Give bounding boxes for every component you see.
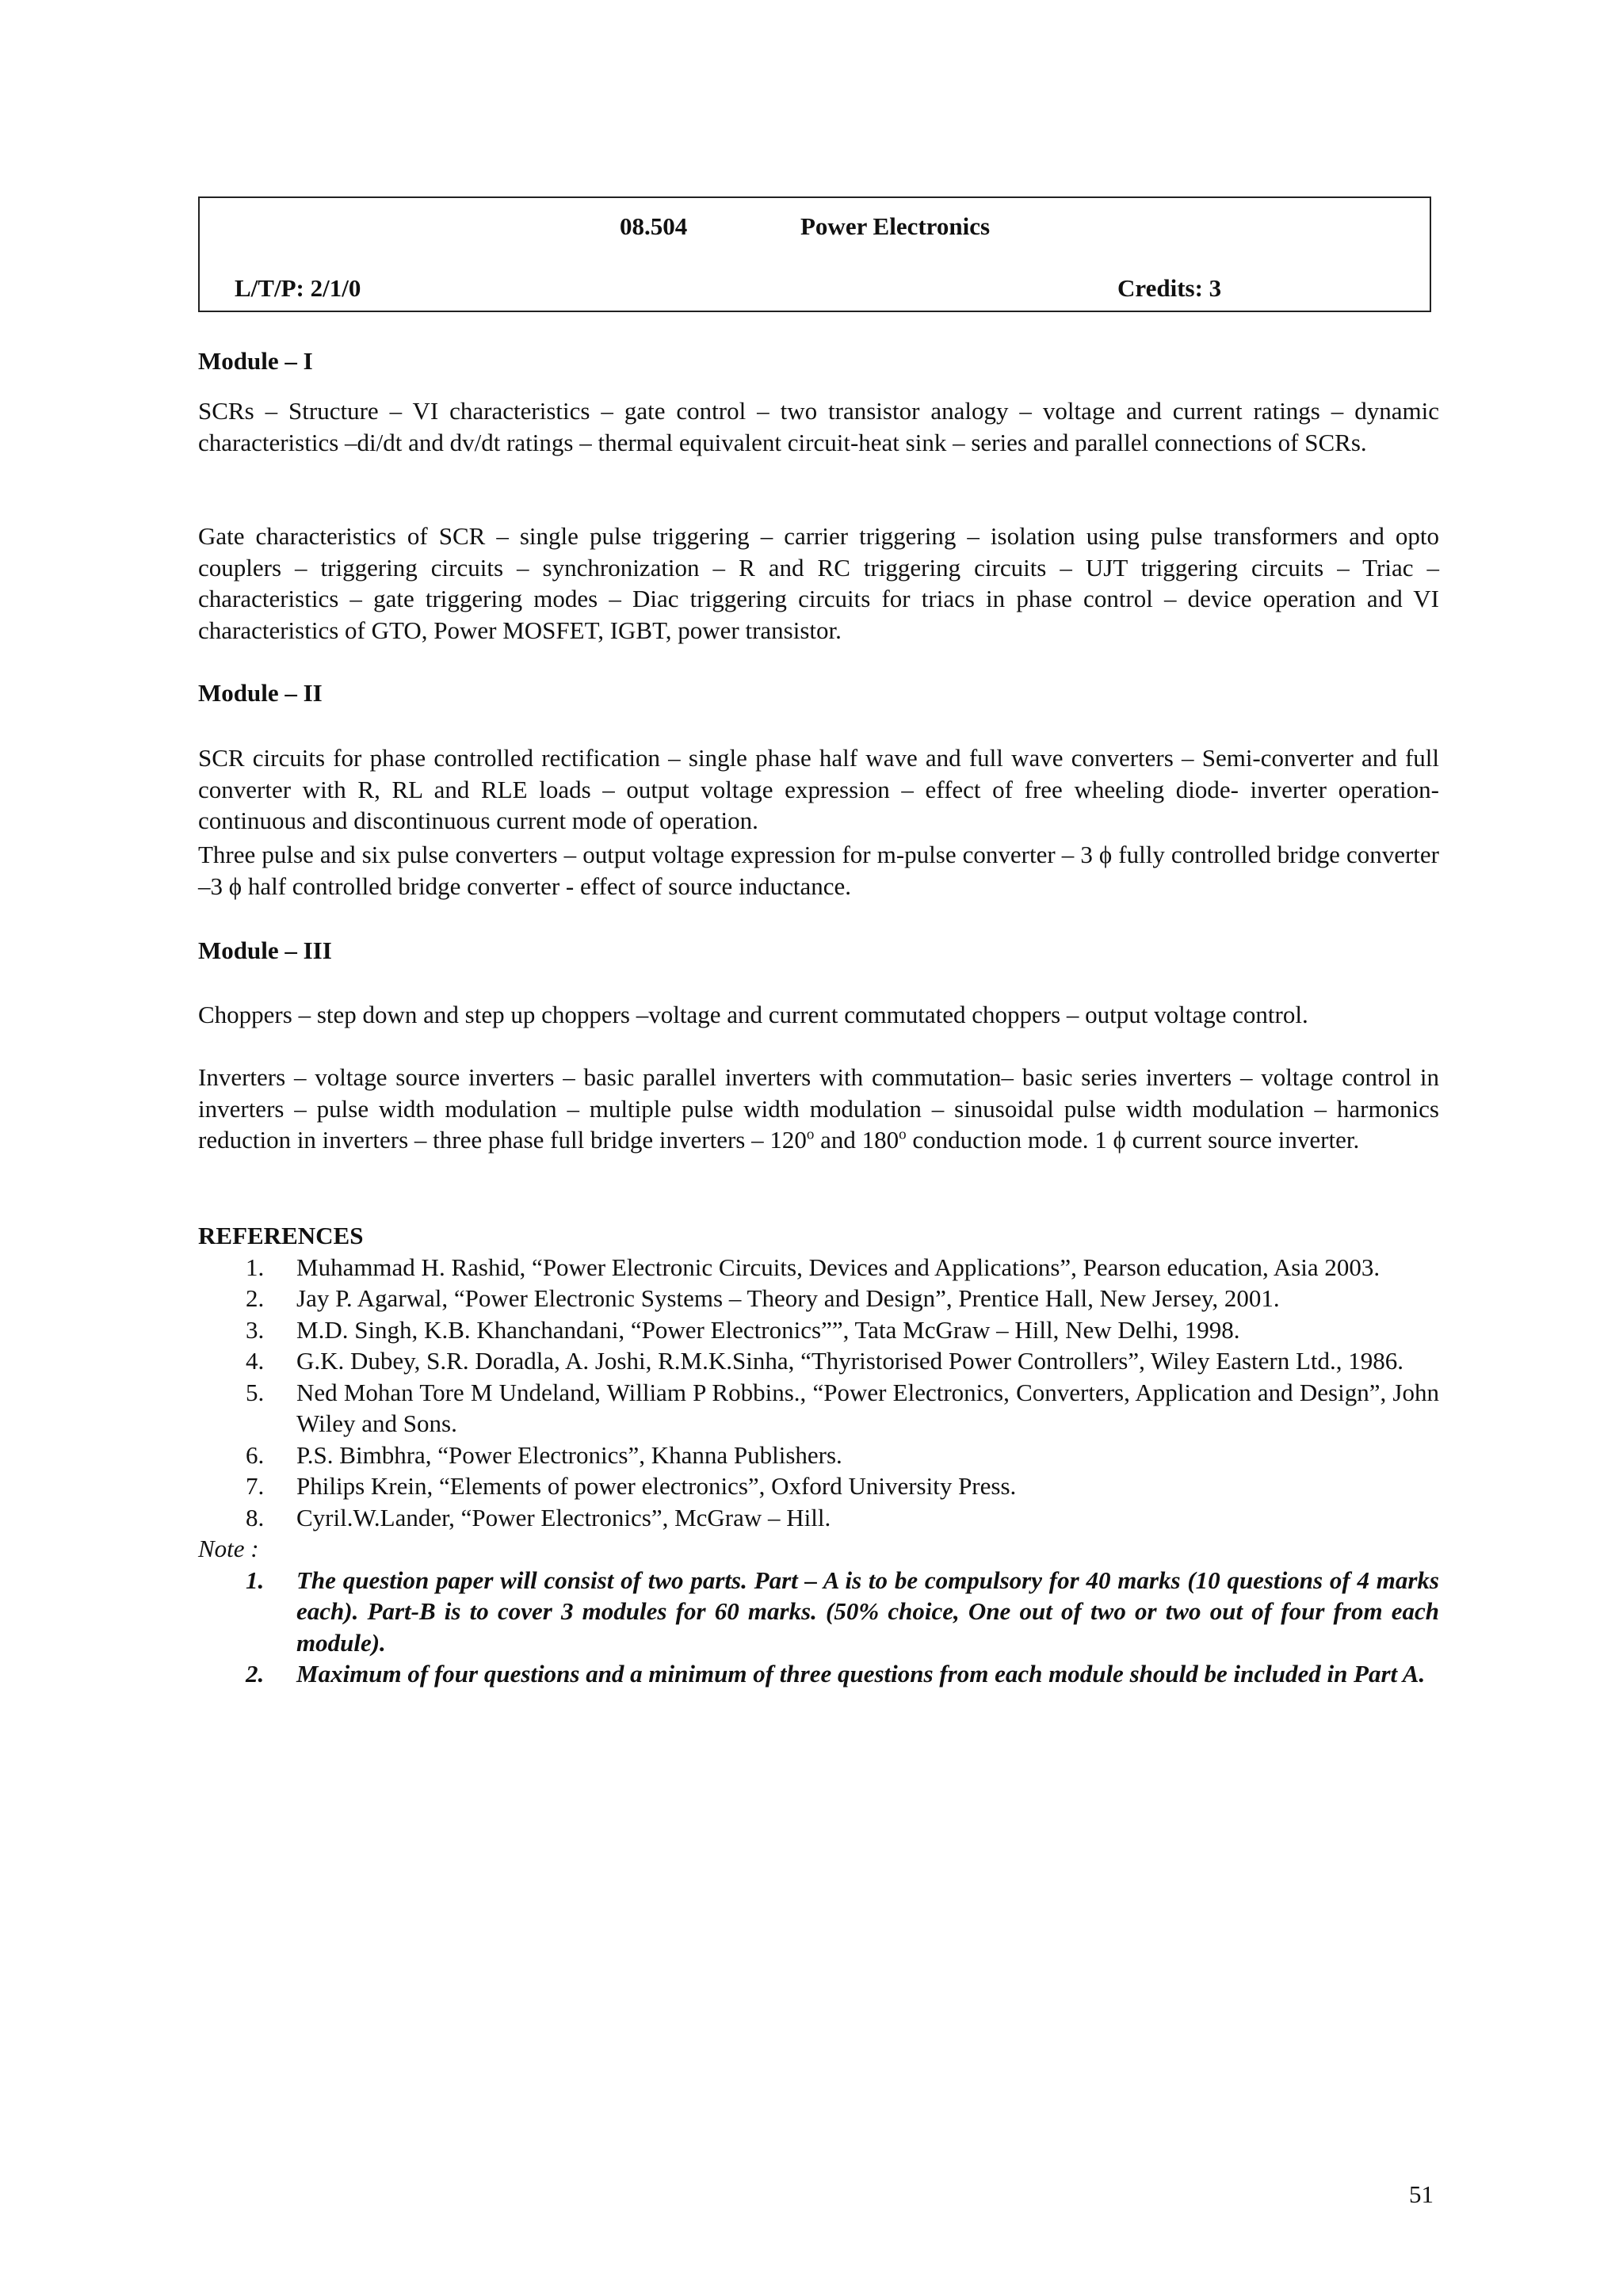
reference-item bbox=[198, 1252, 1439, 1283]
reference-item-text: Muhammad H. Rashid, “Power Electronic Circuits, Devices and Applications”, Pearson education, Asia 2003. bbox=[296, 1253, 1381, 1281]
reference-item-text: G.K. Dubey, S.R. Doradla, A. Joshi, R.M.K.Sinha, “Thyristorised Power Controllers”, Wiley Eastern Ltd., 1986. bbox=[296, 1347, 1404, 1375]
reference-item-text: Jay P. Agarwal, “Power Electronic Systems – Theory and Design”, Prentice Hall, New Jersey, 2001. bbox=[296, 1284, 1280, 1312]
module-3-paragraph-2 bbox=[198, 1062, 1439, 1156]
module-1-heading: Module – I bbox=[198, 347, 313, 375]
degree-superscript: o bbox=[806, 1126, 815, 1143]
references-section bbox=[198, 1220, 1439, 1690]
module-2-paragraph-1: SCR circuits for phase controlled rectification – single phase half wave and full wave converters – Semi-converter and full converter with R, RL and RLE loads – output voltage expression – effect of free wheeling diode- inverter operation-continuous and discontinuous current mode of operation. bbox=[198, 744, 1439, 834]
reference-item-number: 5. bbox=[246, 1378, 265, 1406]
course-title: Power Electronics bbox=[800, 212, 991, 240]
reference-item-number: 3. bbox=[246, 1315, 265, 1344]
course-code: 08.504 bbox=[620, 212, 688, 240]
note-item-text: Maximum of four questions and a minimum of three questions from each module should be included in Part A. bbox=[296, 1660, 1426, 1688]
degree-superscript: o bbox=[899, 1126, 907, 1143]
references-list bbox=[198, 1252, 1439, 1534]
note-item-text: The question paper will consist of two parts. Part – A is to be compulsory for 40 marks (10 questions of 4 marks each). Part-B is to cover 3 modules for 60 marks. (50% choice, One out of two or two out of four from each module). bbox=[296, 1566, 1439, 1657]
module-3-paragraph-2-part-a: Inverters – voltage source inverters – basic parallel inverters with commutation– basic series inverters – voltage control in inverters – pulse width modulation – multiple pulse width modulation – sinusoidal pulse width modulation – harmonics reduction in inverters – three phase full bridge inverters – 120 bbox=[198, 1063, 1439, 1154]
reference-item-number: 2. bbox=[246, 1284, 265, 1312]
reference-item bbox=[198, 1502, 1439, 1534]
reference-item bbox=[198, 1314, 1439, 1346]
reference-item-text: M.D. Singh, K.B. Khanchandani, “Power Electronics””, Tata McGraw – Hill, New Delhi, 1998. bbox=[296, 1315, 1240, 1344]
reference-item-text: Cyril.W.Lander, “Power Electronics”, McGraw – Hill. bbox=[296, 1503, 831, 1531]
reference-item-text: Philips Krein, “Elements of power electronics”, Oxford University Press. bbox=[296, 1472, 1017, 1500]
note-item-number: 1. bbox=[246, 1566, 265, 1594]
note-item bbox=[198, 1565, 1439, 1659]
note-item-number: 2. bbox=[246, 1660, 265, 1688]
reference-item-text: Ned Mohan Tore M Undeland, William P Robbins., “Power Electronics, Converters, Application and Design”, John Wiley and Sons. bbox=[296, 1378, 1439, 1437]
reference-item-number: 1. bbox=[246, 1253, 265, 1281]
module-1-paragraph-2: Gate characteristics of SCR – single pulse triggering – carrier triggering – isolation using pulse transformers and opto couplers – triggering circuits – synchronization – R and RC triggering circuits – UJT triggering circuits – Triac – characteristics – gate triggering modes – Diac triggering circuits for triacs in phase control – device operation and VI characteristics of GTO, Power MOSFET, IGBT, power transistor. bbox=[198, 522, 1439, 644]
note-item bbox=[198, 1658, 1439, 1690]
reference-item bbox=[198, 1470, 1439, 1502]
reference-item-number: 6. bbox=[246, 1440, 265, 1469]
reference-item bbox=[198, 1345, 1439, 1377]
reference-item-number: 4. bbox=[246, 1347, 265, 1375]
notes-list bbox=[198, 1565, 1439, 1690]
reference-item bbox=[198, 1283, 1439, 1314]
module-1-paragraph-1: SCRs – Structure – VI characteristics – gate control – two transistor analogy – voltage and current ratings – dynamic characteristics –di/dt and dv/dt ratings – thermal equivalent circuit-heat sink – series and parallel connections of SCRs. bbox=[198, 397, 1439, 456]
reference-item-number: 8. bbox=[246, 1503, 265, 1531]
course-header-box bbox=[198, 196, 1431, 312]
ltp-hours: L/T/P: 2/1/0 bbox=[235, 274, 361, 302]
note-label: Note : bbox=[198, 1535, 259, 1562]
reference-item bbox=[198, 1440, 1439, 1471]
module-3-paragraph-2-part-b: and 180 bbox=[814, 1126, 899, 1154]
reference-item-text: P.S. Bimbhra, “Power Electronics”, Khanna Publishers. bbox=[296, 1440, 842, 1469]
page-number: 51 bbox=[1409, 2180, 1434, 2208]
module-3-paragraph-2-part-c: conduction mode. 1 ϕ current source inverter. bbox=[906, 1126, 1360, 1154]
module-3-paragraph-1: Choppers – step down and step up choppers –voltage and current commutated choppers – output voltage control. bbox=[198, 1001, 1308, 1028]
module-3-heading: Module – III bbox=[198, 936, 332, 964]
module-2-heading: Module – II bbox=[198, 679, 323, 707]
course-credits: Credits: 3 bbox=[1117, 274, 1222, 302]
references-heading: REFERENCES bbox=[198, 1222, 364, 1249]
reference-item bbox=[198, 1377, 1439, 1440]
module-2-paragraph-2: Three pulse and six pulse converters – output voltage expression for m-pulse converter – 3 ϕ fully controlled bridge converter –3 ϕ half controlled bridge converter - effect of source inductance. bbox=[198, 841, 1439, 900]
reference-item-number: 7. bbox=[246, 1472, 265, 1500]
